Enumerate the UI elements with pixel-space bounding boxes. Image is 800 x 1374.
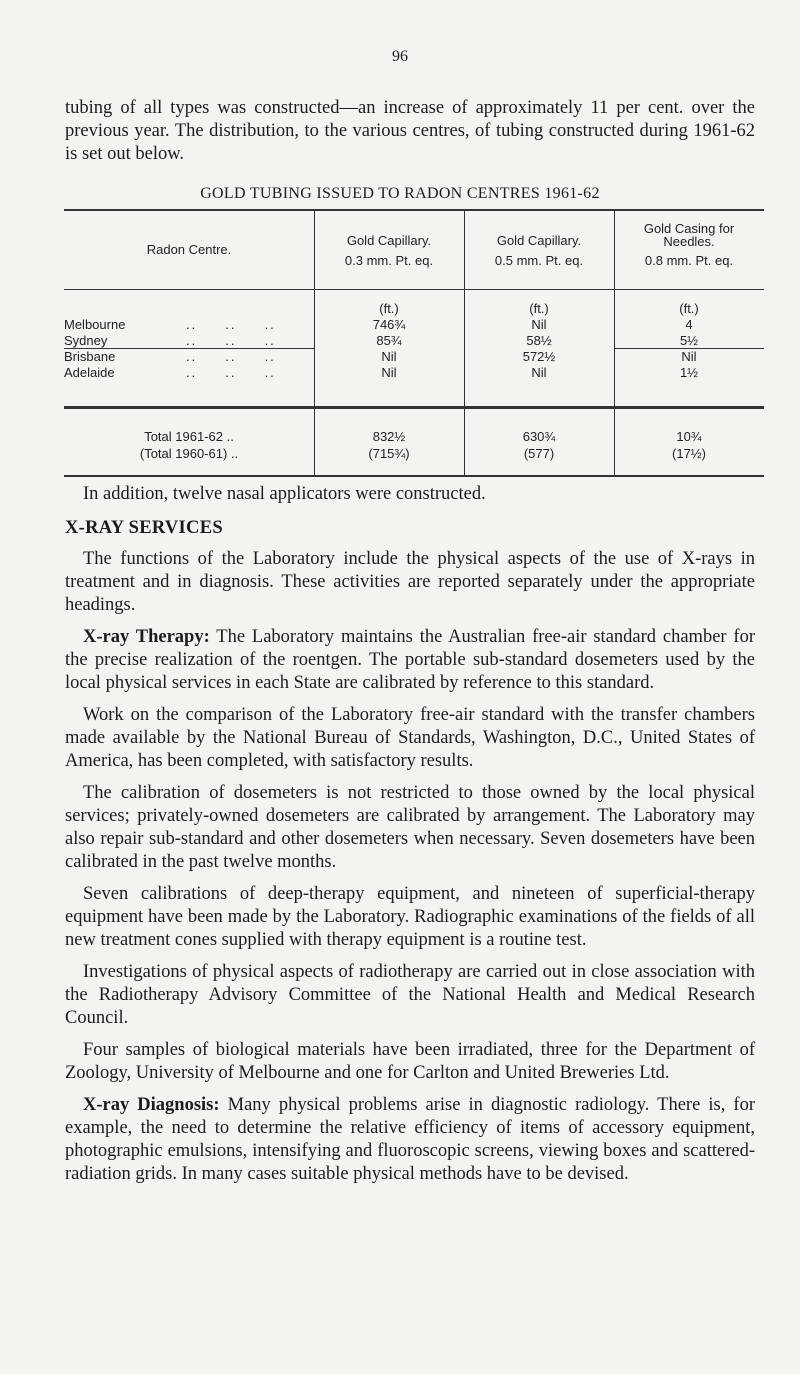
header-col2-line1: Gold Capillary.	[496, 233, 582, 248]
totals-section	[64, 409, 764, 477]
runin-heading-therapy: X-ray Therapy:	[83, 627, 210, 647]
paragraph-xray-diagnosis	[65, 1094, 755, 1186]
after-table-text: In addition, twelve nasal applicators were constructed.	[83, 484, 486, 504]
unit-col3: (ft.)	[679, 301, 699, 316]
paragraph-investigations: Investigations of physical aspects of radiotherapy are carried out in close association with the Radiotherapy Advisory Committee of the National Health and Medical Research Council.	[65, 962, 755, 1028]
runin-heading-diagnosis: X-ray Diagnosis:	[83, 1095, 220, 1115]
paragraph-deep-therapy: Seven calibrations of deep-therapy equipment, and nineteen of superficial-therapy equipment have been made by the Laboratory. Radiographic examinations of the fields of all new treatment cones supplied with therapy equipment is a routine test.	[65, 884, 755, 950]
row-col2: 58½	[526, 333, 552, 348]
row-centre: Adelaide	[64, 365, 115, 380]
totals-top-rule	[64, 408, 764, 409]
row-centre: Brisbane	[64, 349, 116, 364]
table-title: GOLD TUBING ISSUED TO RADON CENTRES 1961-62	[200, 185, 600, 202]
page-number: 96	[392, 48, 408, 65]
table-header-rule	[64, 289, 764, 290]
total-col3: 10¾	[676, 429, 702, 444]
intro-paragraph	[65, 97, 755, 166]
paragraph-xray-therapy	[65, 626, 755, 695]
total-label: Total 1961-62 ..	[144, 429, 234, 444]
paragraph-comparison: Work on the comparison of the Laboratory free-air standard with the transfer chambers made available by the National Bureau of Standards, Washington, D.C., United States of America, has been completed, with satisfactory results.	[65, 705, 755, 771]
body-text	[65, 548, 755, 1195]
leader-dots: .. .. ..	[186, 333, 276, 348]
header-col3-line2: Needles.	[663, 234, 715, 249]
paragraph-calibration: The calibration of dosemeters is not restricted to those owned by the local physical services; privately-owned dosemeters are calibrated by arrangement. The Laboratory may also repair sub-standard and other dosemeters when necessary. Seven dosemeters have been calibrated in the past twelve months.	[65, 783, 755, 872]
row-col1: Nil	[381, 365, 397, 380]
row-centre: Sydney	[64, 333, 108, 348]
row-col2: Nil	[531, 317, 547, 332]
leader-dots: .. .. ..	[186, 349, 276, 364]
header-col1-line2: 0.3 mm. Pt. eq.	[344, 253, 434, 268]
prior-total-col3: (17½)	[672, 446, 706, 461]
gold-tubing-table	[64, 209, 764, 407]
row-col1: 746¾	[372, 317, 406, 332]
row-col3: 1½	[679, 365, 699, 380]
row-col2: Nil	[531, 365, 547, 380]
header-col3-line1: Gold Casing for	[643, 221, 735, 236]
total-col2: 630¾	[522, 429, 556, 444]
row-col3: 5½	[679, 333, 699, 348]
intro-text: tubing of all types was constructed—an increase of approximately 11 per cent. over the previous year. The distribution, to the various centres, of tubing constructed during 1961-62 is set out below.	[65, 98, 755, 164]
prior-total-col1: (715¾)	[368, 446, 410, 461]
row-col3: Nil	[681, 349, 697, 364]
unit-col2: (ft.)	[529, 301, 549, 316]
row-col1: 85¾	[376, 333, 402, 348]
header-col2-line2: 0.5 mm. Pt. eq.	[494, 253, 584, 268]
prior-total-label: (Total 1960-61) ..	[139, 446, 239, 461]
after-table-note	[65, 483, 755, 506]
row-centre: Melbourne	[64, 317, 126, 332]
table-top-rule	[64, 209, 764, 211]
row-col3: 4	[685, 317, 693, 332]
row-col1: Nil	[381, 349, 397, 364]
section-heading: X-RAY SERVICES	[65, 518, 223, 538]
total-col1: 832½	[372, 429, 406, 444]
paragraph-diagnosis-text: Many physical problems arise in diagnostic radiology. There is, for example, the need to determine the relative efficiency of items of accessory equipment, photographic emulsions, intensifying and fluoroscopic screens, viewing boxes and scattered-radiation grids. In many cases suitable physical methods have to be devised.	[65, 1095, 755, 1184]
header-col3-line3: 0.8 mm. Pt. eq.	[644, 253, 734, 268]
row-col2: 572½	[522, 349, 556, 364]
prior-total-col2: (577)	[523, 446, 555, 461]
unit-col1: (ft.)	[379, 301, 399, 316]
paragraph-functions: The functions of the Laboratory include the physical aspects of the use of X-rays in treatment and in diagnosis. These activities are reported separately under the appropriate headings.	[65, 549, 755, 615]
leader-dots: .. .. ..	[186, 365, 276, 380]
totals-bottom-rule	[64, 475, 764, 477]
header-radon-centre: Radon Centre.	[146, 242, 232, 257]
header-col1-line1: Gold Capillary.	[346, 233, 432, 248]
paragraph-therapy-text: The Laboratory maintains the Australian free-air standard chamber for the precise realization of the roentgen. The portable sub-standard dosemeters used by the local physical services in each State are calibrated by reference to this standard.	[65, 627, 756, 693]
leader-dots: .. .. ..	[186, 317, 276, 332]
paragraph-samples: Four samples of biological materials have been irradiated, three for the Department of Zoology, University of Melbourne and one for Carlton and United Breweries Ltd.	[65, 1040, 755, 1083]
